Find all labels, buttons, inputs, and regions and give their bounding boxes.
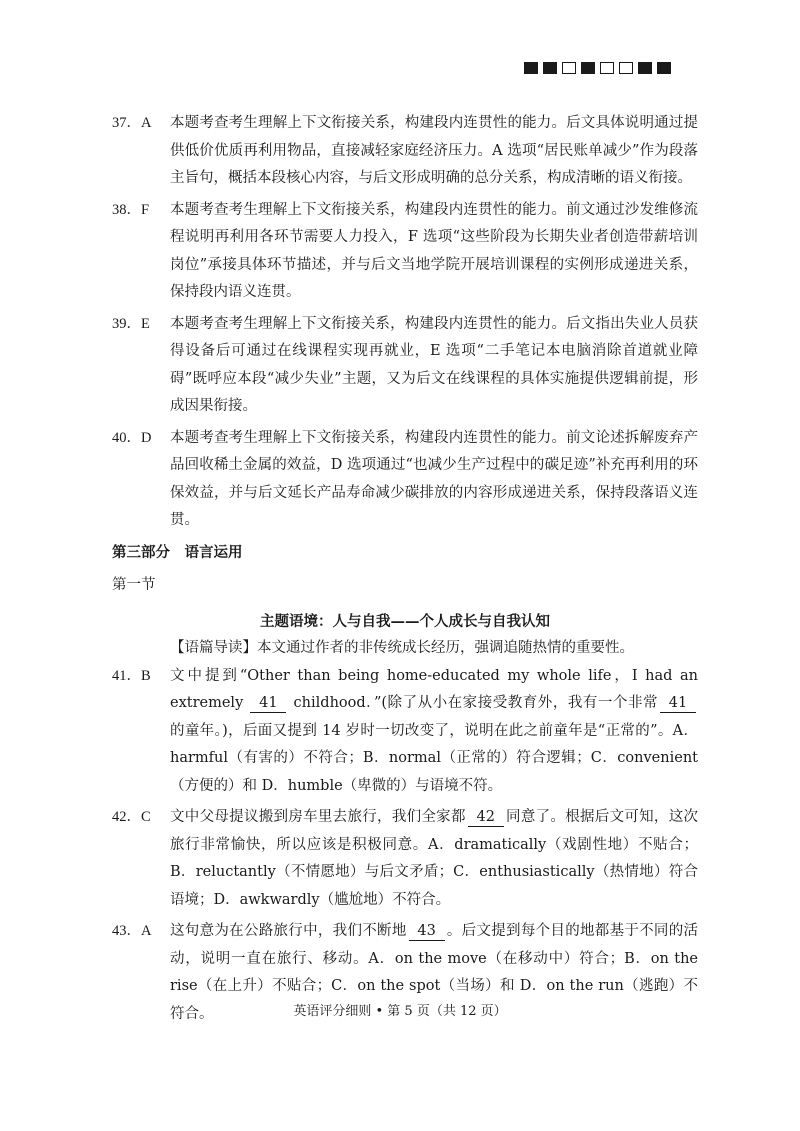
- answer-number: 39．E: [112, 315, 150, 332]
- header-mark-8: [657, 62, 671, 74]
- answer-38: [112, 197, 698, 307]
- answer-text-part: childhood．”(除了从小在家接受教育外，我有一个非常: [293, 695, 659, 711]
- answer-text-part: 的童年。)，后面又提到 14 岁时一切改变了，说明在此之前童年是“正常的”。A．harmful（有害的）不符合；B．normal（正常的）符合逻辑；C．convenient（方便的）和 D．humble（卑微的）与语境不符。: [170, 722, 698, 794]
- answer-blank: 42: [468, 808, 504, 827]
- answer-number: 40．D: [112, 429, 152, 446]
- answer-number: 43．A: [112, 923, 152, 939]
- header-mark-4: [581, 62, 595, 74]
- answer-39: [112, 311, 698, 421]
- answer-42: [112, 804, 698, 914]
- answer-number: 38．F: [112, 201, 150, 218]
- answer-blank: 41: [250, 694, 286, 713]
- answer-text: [170, 804, 698, 914]
- answer-number: 42．C: [112, 809, 151, 825]
- answer-text: 本题考查考生理解上下文衔接关系，构建段内连贯性的能力。前文论述拆解废弃产品回收稀土金属的效益，D 选项通过“也减少生产过程中的碳足迹”补充再利用的环保效益，并与后文延长产品寿命减少碳排放的内容形成递进关系，保持段落语义连贯。: [170, 429, 698, 528]
- answer-text-part: 文中提到“Other than being home-educated my whole life，I had an extremely: [170, 667, 698, 711]
- header-mark-5: [600, 62, 614, 74]
- answer-number: 37．A: [112, 115, 152, 131]
- header-marks: [524, 62, 671, 74]
- answer-text: 本题考查考生理解上下文衔接关系，构建段内连贯性的能力。后文具体说明通过提供低价优质再利用物品，直接减轻家庭经济压力。A 选项“居民账单减少”作为段落主旨句，概括本段核心内容，与后文形成明确的总分关系，构成清晰的语义衔接。: [170, 115, 698, 186]
- answer-text-part: 这句意为在公路旅行中，我们不断地: [170, 923, 407, 939]
- answer-text: 本题考查考生理解上下文衔接关系，构建段内连贯性的能力。后文指出失业人员获得设备后可通过在线课程实现再就业，E 选项“二手笔记本电脑消除首道就业障碍”既呼应本段“减少失业”主题，又为后文在线课程的具体实施提供逻辑前提，形成因果衔接。: [170, 315, 698, 414]
- answer-40: [112, 425, 698, 535]
- answer-text: 本题考查考生理解上下文衔接关系，构建段内连贯性的能力。前文通过沙发维修流程说明再利用各环节需要人力投入，F 选项“这些阶段为长期失业者创造带薪培训岗位”承接具体环节描述，并与后文当地学院开展培训课程的实例形成递进关系，保持段内语义连贯。: [170, 201, 698, 300]
- answer-blank: 43: [409, 922, 445, 941]
- answer-41: [112, 663, 698, 801]
- header-mark-6: [619, 62, 633, 74]
- answer-text-part: 同意了。根据后文可知，这次旅行非常愉快，所以应该是积极同意。A．dramatically（戏剧性地）不贴合；B．reluctantly（不情愿地）与后文矛盾；C．enthusiastically（热情地）符合语境；D．awkwardly（尴尬地）不符合。: [170, 809, 699, 908]
- answer-text: [170, 663, 698, 801]
- header-mark-2: [543, 62, 557, 74]
- header-mark-7: [638, 62, 652, 74]
- topic-title: 主题语境：人与自我——个人成长与自我认知: [260, 612, 550, 630]
- header-mark-3: [562, 62, 576, 74]
- answer-text-part: 。后文提到每个目的地都基于不同的活动，说明一直在旅行、移动。A．on the move（在移动中）符合；B．on the rise（在上升）不贴合；C．on the spot（当场）和 D．on the run（逃跑）不符合。: [170, 923, 699, 1022]
- section-title: 第三部分 语言运用: [112, 543, 243, 561]
- answer-explanations: [112, 110, 698, 1032]
- page-footer: 英语评分细则 • 第 5 页（共 12 页）: [293, 1004, 507, 1019]
- answer-37: [112, 110, 698, 193]
- header-mark-1: [524, 62, 538, 74]
- answer-number: 41．B: [112, 667, 151, 684]
- answer-blank: 41: [660, 694, 696, 713]
- passage-intro: 【语篇导读】本文通过作者的非传统成长经历，强调追随热情的重要性。: [170, 640, 634, 656]
- answer-text-part: 文中父母提议搬到房车里去旅行，我们全家都: [170, 809, 466, 825]
- sub-title: 第一节: [112, 577, 156, 593]
